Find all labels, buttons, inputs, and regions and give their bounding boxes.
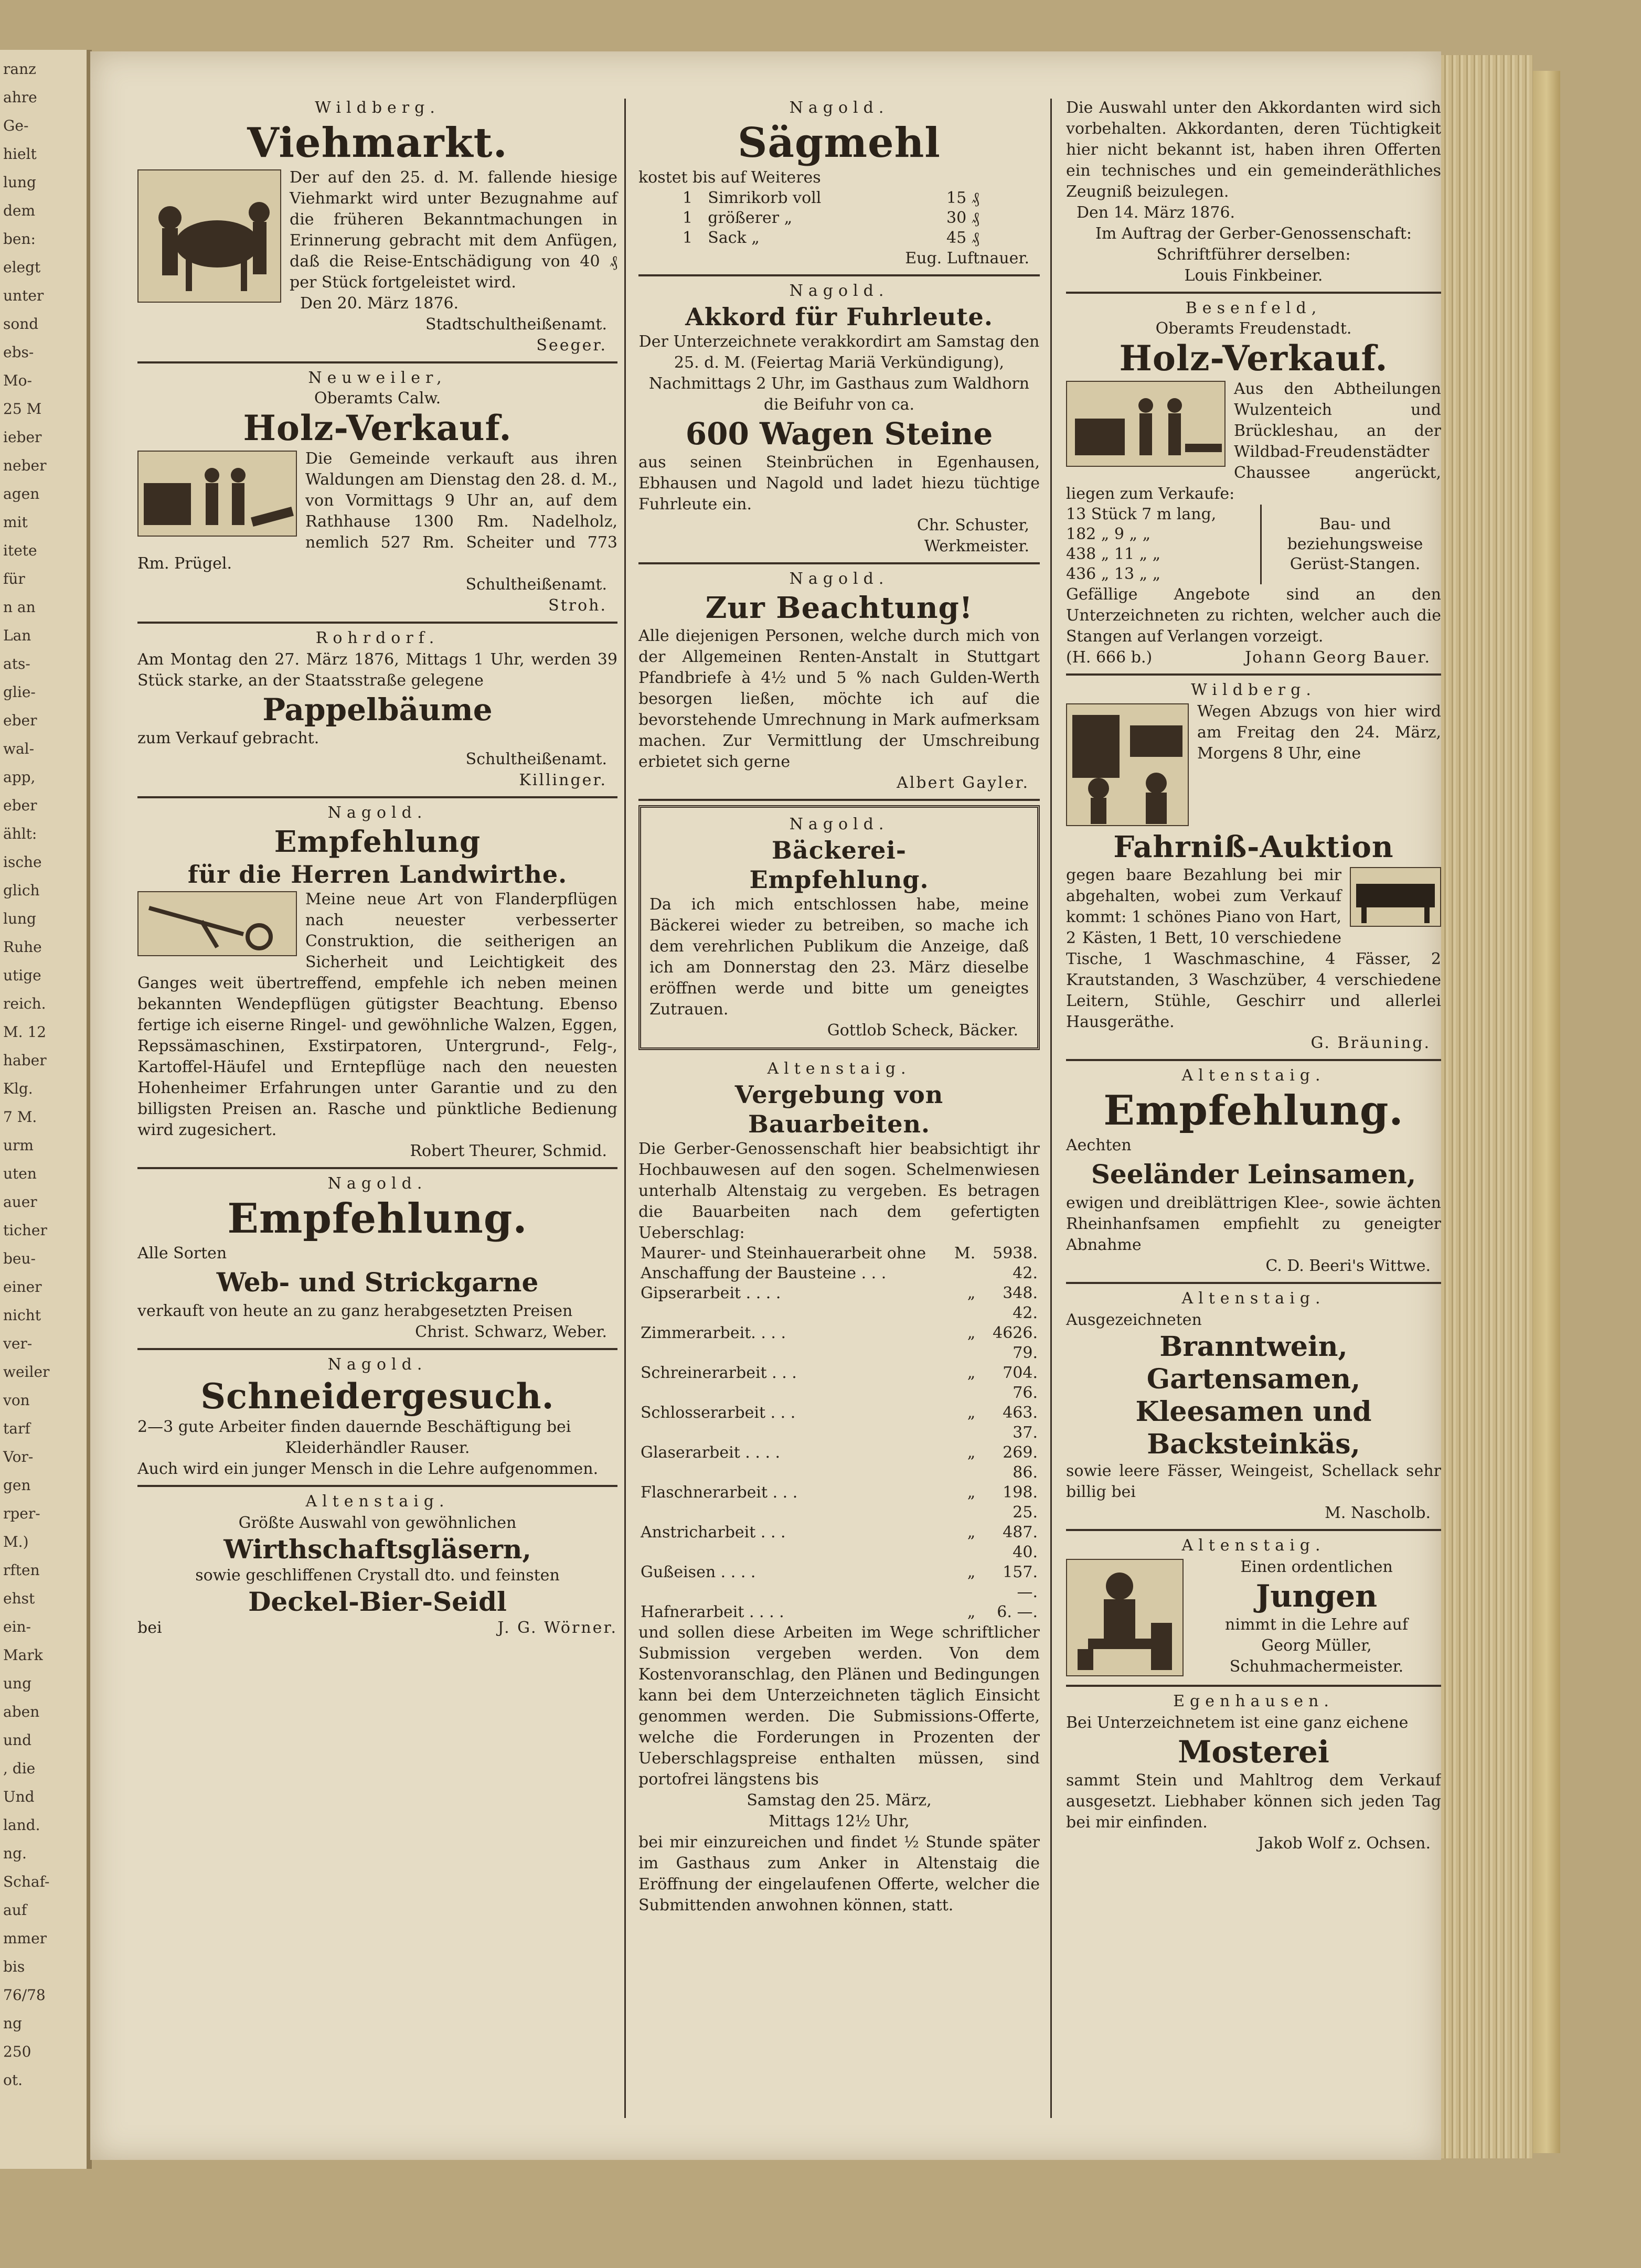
ad-signature-line (137, 1618, 617, 1639)
ad-text: sammt Stein und Mahltrog dem Verkauf ausgesetzt. Liebhaber können sich jeden Tag bei mir einfinden. (1066, 1771, 1441, 1832)
ad-signature: Chr. Schuster, (917, 516, 1029, 534)
table-cell: 5938. 42. (993, 1244, 1038, 1282)
ad-deadline: Samstag den 25. März, (747, 1791, 932, 1810)
ad-place: Nagold. (327, 804, 428, 822)
ad-headline: Seeländer Leinsamen, (1091, 1159, 1416, 1190)
ad-signature: Johann Georg Bauer. (1245, 648, 1431, 667)
ad-signature: Louis Finkbeiner. (1184, 266, 1323, 285)
previous-page-fragment: gen (3, 1477, 31, 1494)
previous-page-fragment: Klg. (3, 1080, 33, 1097)
ad-place: Wildberg. (315, 99, 440, 117)
ad-title: Empfehlung. (749, 865, 929, 894)
table-cell: 30 ₰ (946, 209, 979, 227)
ad-place: Besenfeld, (1185, 299, 1322, 317)
table-row (638, 1443, 1040, 1483)
table-cell: 1 (683, 189, 693, 207)
previous-page-fragment: Ruhe (3, 938, 42, 956)
previous-page-fragment: haber (3, 1052, 47, 1069)
ad-text: Da ich mich entschlossen habe, meine Bäckerei wieder zu betreiben, so mache ich dem verehrlichen Publikum die Anzeige, daß ich am Donnerstag den 23. März dieselbe eröffnen werde und bitte um geneigtes Zutrauen. (649, 895, 1029, 1019)
table-cell: Anstricharbeit . . . (641, 1523, 786, 1542)
stock-row: 436 „ 13 „ „ (1066, 565, 1161, 583)
table-cell: Maurer- und Steinhauerarbeit ohne Anschaffung der Bausteine . . . (641, 1244, 926, 1282)
previous-page-fragment: app, (3, 768, 36, 786)
ad-headline: Branntwein, (1159, 1331, 1348, 1363)
ad-text: Aus den Abtheilungen Wulzenteich und Brückleshau, an der Wildbad-Freudenstädter Chaussee angerückt, liegen zum Verkaufe: (1066, 380, 1441, 503)
previous-page-fragment: lung (3, 910, 36, 927)
table-cell: 348. 42. (1003, 1284, 1038, 1322)
column-2 (638, 93, 1040, 1921)
stock-list (1066, 505, 1441, 584)
table-cell: 487. 40. (1003, 1523, 1038, 1561)
stock-row: 438 „ 11 „ „ (1066, 545, 1161, 563)
previous-page-fragment: von (3, 1392, 30, 1409)
ad-text: Bei Unterzeichnetem ist eine ganz eichene (1066, 1714, 1409, 1732)
ad-signature: C. D. Beeri's Wittwe. (1265, 1257, 1431, 1275)
table-row (638, 1563, 1040, 1602)
newspaper-page (90, 51, 1441, 2160)
column-rule (1050, 99, 1052, 2118)
ad-signature: Kleiderhändler Rauser. (285, 1439, 470, 1457)
ad-wirthschaftsglaeser (137, 1487, 617, 1644)
ad-headline: Wirthschaftsgläsern, (223, 1534, 531, 1565)
ad-signature: Killinger. (519, 771, 607, 789)
table-cell: 6. —. (997, 1603, 1038, 1621)
ad-date: Den 14. März 1876. (1077, 204, 1235, 222)
previous-page-fragment: 7 M. (3, 1108, 37, 1126)
previous-page-fragment: einer (3, 1278, 42, 1296)
ad-text: sowie geschliffenen Crystall dto. und feinsten (195, 1566, 560, 1585)
previous-page-fragment: ng. (3, 1845, 27, 1862)
ad-authority: Schultheißenamt. (465, 750, 607, 768)
ad-title: Schneidergesuch. (200, 1376, 555, 1417)
ad-text: zum Verkauf gebracht. (137, 729, 319, 747)
ad-text: Einen ordentlichen (1240, 1558, 1393, 1576)
table-row (680, 188, 982, 208)
previous-page-fragment: ver- (3, 1335, 33, 1352)
ad-place: Nagold. (789, 570, 889, 588)
ad-title: Zur Beachtung! (705, 591, 973, 625)
table-cell: „ (967, 1523, 976, 1542)
ad-text: nimmt in die Lehre auf (1225, 1616, 1408, 1634)
previous-page-fragment: ische (3, 853, 42, 871)
ad-place: Altenstaig. (1181, 1536, 1326, 1555)
ad-place: Nagold. (327, 1174, 428, 1193)
table-cell: „ (967, 1364, 976, 1382)
ad-signature: M. Nascholb. (1325, 1504, 1431, 1522)
book-page-edges (1441, 55, 1533, 2158)
ad-text: Alle diejenigen Personen, welche durch mich von der Allgemeinen Renten-Anstalt in Stuttgart Pfandbriefe à 4½ und 5 % nach Gulden-Werth besorgen ließen, möchte ich auf die bevorstehende Umrechnung in Mark aufmerksam machen. Zur Vermittlung der Umschreibung erbietet sich gerne (638, 627, 1040, 771)
table-cell: 4626. 79. (993, 1324, 1038, 1362)
previous-page-fragment: hielt (3, 145, 37, 163)
table-cell: „ (967, 1404, 976, 1422)
ad-signature: Christ. Schwarz, Weber. (415, 1323, 607, 1341)
table-cell: „ (967, 1603, 976, 1621)
previous-page-fragment: glich (3, 882, 40, 899)
ad-text: Größte Auswahl von gewöhnlichen (238, 1514, 517, 1532)
previous-page-fragment: tarf (3, 1420, 30, 1437)
ad-schneidergesuch (137, 1350, 617, 1487)
table-cell: 45 ₰ (946, 229, 979, 247)
previous-page-fragment: rper- (3, 1505, 40, 1522)
previous-page-fragment: ben: (3, 230, 36, 248)
table-row (680, 208, 982, 228)
ad-title: Empfehlung (274, 825, 481, 859)
ad-signature: Robert Theurer, Schmid. (410, 1142, 607, 1160)
ad-authority: Stadtschultheißenamt. (425, 315, 607, 334)
ad-place: Neuweiler, (308, 369, 447, 387)
previous-page-fragment: ats- (3, 655, 30, 672)
ad-place: Nagold. (327, 1355, 428, 1374)
ad-text: Im Auftrag der Gerber-Genossenschaft: (1095, 224, 1412, 243)
ad-date: Den 20. März 1876. (300, 294, 459, 313)
previous-page-fragment: glie- (3, 683, 36, 701)
previous-page-fragment: Mark (3, 1646, 43, 1664)
ad-akkord-fuhrleute (638, 276, 1040, 564)
ad-headline: Kleesamen und (1135, 1396, 1372, 1428)
ad-empfehlung-leinsamen (1066, 1061, 1441, 1284)
previous-page-fragment: sond (3, 315, 39, 333)
ad-place: Nagold. (789, 282, 889, 300)
previous-page-fragment: 25 M (3, 400, 42, 418)
previous-page-fragment: Schaf- (3, 1873, 50, 1890)
ad-authority: Schultheißenamt. (465, 575, 607, 594)
previous-page-fragment: Mo- (3, 372, 32, 389)
previous-page-fragment: urm (3, 1137, 34, 1154)
ad-title: für die Herren Landwirthe. (187, 860, 568, 889)
ad-zur-beachtung (638, 564, 1040, 801)
ad-place: Altenstaig. (1181, 1066, 1326, 1085)
ad-title: Sägmehl (738, 119, 941, 167)
table-cell: 1 (683, 209, 693, 227)
ad-title: Vergebung von (734, 1080, 944, 1109)
table-cell: Glaserarbeit . . . . (641, 1443, 781, 1462)
ad-pappelbaeume (137, 624, 617, 798)
previous-page-fragment: neber (3, 457, 47, 474)
table-cell: Simrikorb voll (708, 189, 822, 207)
ad-code: (H. 666 b.) (1066, 648, 1153, 667)
previous-page-fragment: reich. (3, 995, 46, 1012)
ad-subplace: Oberamts Freudenstadt. (1155, 319, 1352, 338)
woodcutters-illustration (1066, 381, 1226, 467)
ad-signature: Stroh. (548, 596, 607, 615)
previous-page-fragment: bis (3, 1958, 25, 1975)
ad-signature: Albert Gayler. (897, 774, 1029, 792)
table-cell: Sack „ (708, 229, 760, 247)
previous-page-fragment: land. (3, 1816, 40, 1834)
ad-title: Empfehlung. (227, 1195, 528, 1243)
ad-headline: Backsteinkäs, (1147, 1428, 1360, 1460)
previous-page-fragment: ng (3, 2015, 22, 2032)
ad-signature-title: Schuhmachermeister. (1229, 1657, 1404, 1676)
table-cell: Schlosserarbeit . . . (641, 1404, 796, 1422)
ad-fahrniss-auktion (1066, 676, 1441, 1061)
ad-headline: Jungen (1255, 1578, 1378, 1614)
table-row (638, 1523, 1040, 1563)
ad-deadline-time: Mittags 12½ Uhr, (769, 1812, 910, 1831)
previous-page-fragment: beu- (3, 1250, 36, 1267)
ad-text: Die Gemeinde verkauft aus ihren Waldungen am Dienstag den 28. d. M., von Vormittags 9 Uhr an, auf dem Rathhause 1300 Rm. Nadelholz, nemlich 527 Rm. Scheiter und 773 Rm. Prügel. (137, 450, 617, 573)
ad-headline: Web- und Strickgarne (216, 1267, 539, 1298)
ad-signature-title: Werkmeister. (924, 537, 1029, 555)
table-cell: „ (967, 1284, 976, 1302)
ad-text: sowie leere Fässer, Weingeist, Schellack sehr billig bei (1066, 1462, 1441, 1501)
table-cell: größerer „ (708, 209, 793, 227)
ad-vergebung-bauarbeiten (638, 1054, 1040, 1921)
ad-title: Akkord für Fuhrleute. (685, 303, 993, 331)
table-cell: 269. 86. (1003, 1443, 1038, 1482)
ad-signature: Georg Müller, (1261, 1636, 1372, 1655)
table-cell: Flaschnerarbeit . . . (641, 1483, 798, 1502)
stock-note: Bau- und beziehungsweise Gerüst-Stangen. (1287, 515, 1423, 573)
column-1 (137, 93, 617, 1644)
ad-place: Altenstaig. (1181, 1289, 1326, 1308)
table-row (680, 228, 982, 248)
book-spine (1533, 71, 1560, 2153)
previous-page-fragment: dem (3, 202, 36, 219)
ad-text: Auch wird ein junger Mensch in die Lehre aufgenommen. (137, 1460, 599, 1478)
ad-text: Meine neue Art von Flanderpflügen nach neuester verbesserter Construktion, die seitherigen an Sicherheit und Leichtigkeit des Ganges weit übertreffend, empfehle ich neben meinen bekannten Wendepflügen gütigster Beachtung. Ebenso fertige ich eiserne Ringel- und gewöhnliche Walzen, Eggen, Repssämaschinen, Exstirpatoren, Untergrund-, Felg-, Kartoffel-Häufel und Erntepflüge nach den neuesten Hohenheimer Erfahrungen unter Garantie und zu den billigsten Preisen an. Rasche und pünktliche Bedienung wird zugesichert. (137, 890, 617, 1139)
ad-akkordanten-continuation (1066, 93, 1441, 294)
ad-place: Rohrdorf. (315, 629, 440, 647)
previous-page-fragment: ieber (3, 429, 42, 446)
stock-rows (1066, 505, 1262, 584)
previous-page-fragment: ot. (3, 2071, 23, 2089)
shoemaker-illustration (1066, 1559, 1184, 1676)
ad-holz-verkauf-besenfeld (1066, 294, 1441, 676)
ad-place: Altenstaig. (305, 1492, 450, 1511)
ad-mosterei (1066, 1687, 1441, 1859)
table-row (638, 1283, 1040, 1323)
ad-text: Schriftführer derselben: (1156, 245, 1351, 264)
previous-page-fragment: unter (3, 287, 44, 304)
previous-page-fragment: rften (3, 1561, 40, 1579)
ad-headline: Gartensamen, (1146, 1363, 1361, 1395)
previous-page-fragment: n an (3, 598, 36, 616)
ad-text: und sollen diese Arbeiten im Wege schriftlicher Submission vergeben werden. Von dem Kostenvoranschlag, den Plänen und Bedingungen kann bei dem Unterzeichneten täglich Einsicht genommen werden. Die Submissions-Offerte, welche die Forderungen in Prozenten der Ueberschlagspreise enthalten müssen, sind portofrei längstens bis (638, 1623, 1040, 1789)
previous-page-fragment: 250 (3, 2043, 31, 2060)
ad-text: Ausgezeichneten (1066, 1311, 1202, 1329)
previous-page-fragment: Lan (3, 627, 31, 644)
previous-page-fragment: auf (3, 1901, 27, 1919)
cost-table (638, 1244, 1040, 1622)
table-cell: „ (967, 1483, 976, 1502)
ad-text: Der auf den 25. d. M. fallende hiesige Viehmarkt wird unter Bezugnahme auf die früheren Bekanntmachungen in Erinnerung gebracht mit dem Anfügen, daß die Reise-Entschädigung von 40 ₰ per Stück fortgeleistet wird. (290, 168, 617, 292)
table-row (638, 1244, 1040, 1283)
previous-page-fragment: und (3, 1731, 31, 1749)
previous-page-fragment: ticher (3, 1222, 47, 1239)
auction-illustration (1066, 703, 1189, 826)
ad-text: 2—3 gute Arbeiter finden dauernde Beschäftigung bei (137, 1418, 571, 1436)
table-row (638, 1323, 1040, 1363)
table-row (638, 1483, 1040, 1523)
previous-page-fragment: Und (3, 1788, 35, 1805)
previous-page-fragment: weiler (3, 1363, 50, 1381)
column-rule (624, 99, 626, 2118)
ad-lehrling-gesucht (1066, 1531, 1441, 1687)
ad-empfehlung-garne (137, 1169, 617, 1350)
ad-subplace: Oberamts Calw. (314, 389, 441, 408)
ad-text: Am Montag den 27. März 1876, Mittags 1 Uhr, werden 39 Stück starke, an der Staatsstraße gelegene (137, 650, 617, 690)
table-row (638, 1403, 1040, 1443)
previous-page-fragment: ein- (3, 1618, 31, 1635)
previous-page-fragment: eber (3, 712, 37, 729)
previous-page-fragment: itete (3, 542, 37, 559)
table-cell: „ (967, 1563, 976, 1581)
previous-page-fragment: nicht (3, 1307, 41, 1324)
column-3 (1066, 93, 1441, 1859)
previous-page-fragment: ranz (3, 60, 36, 78)
table-cell: 704. 76. (1003, 1364, 1038, 1402)
previous-page-fragment: , die (3, 1760, 36, 1777)
ad-text: bei mir einzureichen und findet ½ Stunde später im Gasthaus zum Anker in Altenstaig die Eröffnung der eingelaufenen Offerte, welcher die Submittenden anwohnen können, statt. (638, 1833, 1040, 1914)
ad-title: Bauarbeiten. (748, 1110, 931, 1138)
ad-text: kostet bis auf Weiteres (638, 168, 821, 187)
woodcutters-illustration (137, 451, 297, 537)
ad-text: bei (137, 1619, 162, 1637)
ad-signature: G. Bräuning. (1310, 1034, 1431, 1052)
ad-text: Aechten (1066, 1136, 1132, 1154)
table-cell: Zimmerarbeit. . . . (641, 1324, 786, 1342)
previous-page-fragment: lung (3, 174, 36, 191)
table-cell: Gipserarbeit . . . . (641, 1284, 781, 1302)
table-cell: „ (967, 1324, 976, 1342)
previous-page-fragment: agen (3, 485, 40, 502)
ad-title: Bäckerei- (772, 836, 907, 864)
ad-signature: Jakob Wolf z. Ochsen. (1258, 1834, 1431, 1853)
previous-page-fragment: ehst (3, 1590, 35, 1607)
table-row (638, 1363, 1040, 1403)
previous-page-fragment: ählt: (3, 825, 37, 842)
ad-viehmarkt (137, 93, 617, 363)
ad-text: ewigen und dreiblättrigen Klee-, sowie ächten Rheinhanfsamen empfiehlt zu geneigter Abnahme (1066, 1194, 1441, 1254)
previous-page-fragment: utige (3, 967, 41, 984)
ad-empfehlung-landwirthe (137, 798, 617, 1169)
previous-page-fragment: eber (3, 797, 37, 814)
ad-headline: Mosterei (1178, 1734, 1329, 1770)
table-cell: M. (954, 1244, 976, 1263)
ad-title: Holz-Verkauf. (1119, 338, 1388, 379)
piano-illustration (1350, 867, 1441, 927)
ad-headline: Deckel-Bier-Seidl (248, 1586, 507, 1617)
ad-place: Altenstaig. (767, 1060, 911, 1078)
ad-signature: Gottlob Scheck, Bäcker. (827, 1021, 1018, 1040)
ad-place: Nagold. (789, 815, 889, 833)
previous-page-fragment: ung (3, 1675, 31, 1692)
ad-text: Der Unterzeichnete verakkordirt am Samstag den 25. d. M. (Feiertag Mariä Verkündigung), Nachmittags 2 Uhr, im Gasthaus zum Waldhorn die Beifuhr von ca. (638, 333, 1040, 414)
ad-place: Nagold. (789, 99, 889, 117)
table-cell: 463. 37. (1003, 1404, 1038, 1442)
ad-headline: Pappelbäume (262, 692, 493, 728)
plough-illustration (137, 891, 297, 956)
table-row (638, 1602, 1040, 1622)
table-cell: Hafnerarbeit . . . . (641, 1603, 784, 1621)
previous-page-fragment: aben (3, 1703, 40, 1720)
table-cell: „ (967, 1443, 976, 1462)
ad-signature-line (1066, 647, 1441, 668)
previous-page-fragment: Ge- (3, 117, 29, 134)
ad-text: aus seinen Steinbrüchen in Egenhausen, Ebhausen und Nagold und ladet hiezu tüchtige Fuhrleute ein. (638, 453, 1040, 513)
table-cell: Schreinerarbeit . . . (641, 1364, 797, 1382)
ad-headline: 600 Wagen Steine (685, 416, 993, 452)
stock-row: 13 Stück 7 m lang, (1066, 505, 1217, 523)
ad-holz-verkauf-neuweiler (137, 363, 617, 624)
previous-page-fragment: 76/78 (3, 1986, 46, 2004)
ad-saegmehl (638, 93, 1040, 276)
ad-signature: J. G. Wörner. (497, 1619, 617, 1637)
previous-page-fragment: elegt (3, 259, 41, 276)
ad-signature: Eug. Luftnauer. (905, 249, 1029, 268)
previous-page-fragment: M. 12 (3, 1023, 47, 1041)
previous-page-fragment: M.) (3, 1533, 29, 1550)
table-cell: 157. —. (1003, 1563, 1038, 1601)
ad-signature: Seeger. (536, 336, 607, 355)
ad-title: Holz-Verkauf. (243, 408, 512, 448)
ad-title: Empfehlung. (1103, 1087, 1404, 1135)
previous-page-fragment: Vor- (3, 1448, 34, 1465)
previous-page-edge (0, 50, 92, 2169)
ad-text: gegen baare Bezahlung bei mir abgehalten, wobei zum Verkauf kommt: 1 schönes Piano von Hart, 2 Kästen, 1 Bett, 10 verschiedene Tische, 1 Waschmaschine, 4 Fässer, 2 Krautstanden, 3 Waschzüber, 4 verschiedene Leitern, Stühle, Geschirr und allerlei Hausgeräthe. (1066, 866, 1441, 1031)
price-table (680, 188, 982, 248)
table-cell: 1 (683, 229, 693, 247)
table-cell: Gußeisen . . . . (641, 1563, 756, 1581)
ad-text: Wegen Abzugs von hier wird am Freitag den 24. März, Morgens 8 Uhr, eine (1197, 702, 1441, 763)
ad-place: Wildberg. (1191, 681, 1316, 699)
previous-page-fragment: für (3, 570, 25, 587)
cattle-illustration (137, 169, 281, 303)
previous-page-fragment: mmer (3, 1930, 47, 1947)
ad-branntwein (1066, 1284, 1441, 1531)
ad-title: Fahrniß-Auktion (1113, 830, 1394, 864)
ad-title: Viehmarkt. (247, 119, 508, 167)
previous-page-fragment: mit (3, 513, 28, 531)
previous-page-fragment: ahre (3, 89, 37, 106)
previous-page-fragment: uten (3, 1165, 37, 1182)
previous-page-fragment: wal- (3, 740, 35, 757)
ad-place: Egenhausen. (1173, 1692, 1334, 1710)
stock-row: 182 „ 9 „ „ (1066, 525, 1151, 543)
ad-text: Gefällige Angebote sind an den Unterzeichneten zu richten, welcher auch die Stangen auf Verlangen vorzeigt. (1066, 585, 1441, 646)
table-cell: 198. 25. (1003, 1483, 1038, 1522)
ad-text: Alle Sorten (137, 1244, 227, 1263)
ad-text: verkauft von heute an zu ganz herabgesetzten Preisen (137, 1302, 573, 1320)
ad-text: Die Auswahl unter den Akkordanten wird sich vorbehalten. Akkordanten, deren Tüchtigkeit hier nicht bekannt ist, haben ihren Offerten ein technisches und ein gemeinderäthliches Zeugniß beizulegen. (1066, 99, 1441, 201)
ad-baeckerei-empfehlung (638, 805, 1040, 1050)
ad-text: Die Gerber-Genossenschaft hier beabsichtigt ihr Hochbauwesen auf den sogen. Schelmenwiesen unterhalb Altenstaig zu vergeben. Es betragen die Bauarbeiten nach dem gefertigten Ueberschlag: (638, 1140, 1040, 1242)
previous-page-fragment: ebs- (3, 344, 34, 361)
table-cell: 15 ₰ (946, 189, 979, 207)
previous-page-fragment: auer (3, 1193, 37, 1211)
